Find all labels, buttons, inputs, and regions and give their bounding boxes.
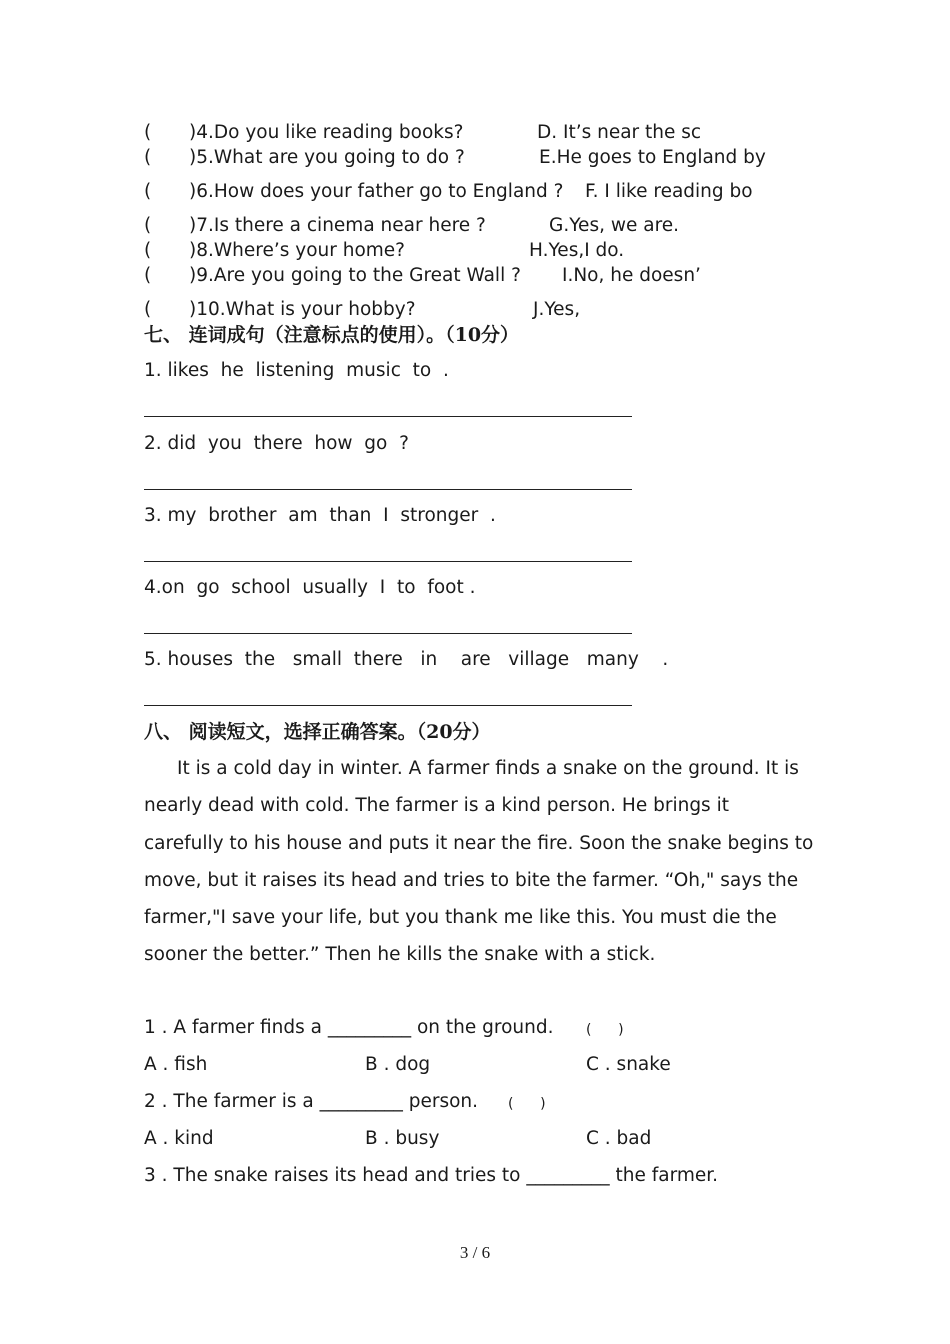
reading-passage [144,750,814,974]
match-answer: J.Yes, [533,299,581,320]
match-answer: I.No, he doesn’ [562,265,701,286]
match-answer: E.He goes to England by [539,147,766,168]
option-c: C . bad [586,1128,652,1149]
option-c: C . snake [586,1054,671,1075]
page-number: 3 / 6 [459,1243,491,1262]
answer-paren[interactable]: ( ) [586,1022,624,1038]
option-a: A . fish [144,1054,208,1075]
answer-paren[interactable]: ( ) [508,1096,546,1112]
paren: ( [144,265,152,286]
option-b: B . busy [365,1128,440,1149]
section-7-heading: 七、 连词成句（注意标点的使用）。（10分） [144,324,520,346]
paren: ( [144,122,152,143]
match-question: )9.Are you going to the Great Wall ? [189,265,521,286]
match-answer: F. I like reading bo [585,181,753,202]
paren: ( [144,181,152,202]
paren: ( [144,240,152,261]
sentence-item: 3. my brother am than I stronger . [144,505,496,526]
match-answer: D. It’s near the sc [537,122,702,143]
answer-line[interactable] [144,705,632,706]
match-answer: H.Yes,I do. [529,240,625,261]
passage-text: It is a cold day in winter. A farmer finds a snake on the ground. It is nearly dead with cold. The farmer is a kind person. He brings it carefully to his house and puts it near the fire. Soon the snake begins to move, but it raises its head and tries to bite the farmer. “Oh," says the farmer,"I save your life, but you thank me like this. You must die the sooner the better.” Then he kills the snake with a stick. [144,758,814,966]
sentence-item: 4.on go school usually I to foot . [144,577,476,598]
match-question: )7.Is there a cinema near here ? [189,215,486,236]
question-2: 2 . The farmer is a _________ person. [144,1091,479,1112]
answer-line[interactable] [144,416,632,417]
sentence-item: 2. did you there how go ? [144,433,409,454]
match-question: )8.Where’s your home? [189,240,405,261]
sentence-item: 5. houses the small there in are village many . [144,649,669,670]
paren: ( [144,215,152,236]
match-answer: G.Yes, we are. [549,215,680,236]
paren: ( [144,299,152,320]
match-question: )5.What are you going to do ? [189,147,465,168]
match-question: )10.What is your hobby? [189,299,416,320]
option-b: B . dog [365,1054,431,1075]
sentence-item: 1. likes he listening music to . [144,360,449,381]
match-question: )4.Do you like reading books? [189,122,464,143]
answer-line[interactable] [144,633,632,634]
question-3: 3 . The snake raises its head and tries to _________ the farmer. [144,1165,719,1186]
answer-line[interactable] [144,489,632,490]
section-8-heading: 八、 阅读短文，选择正确答案。（20分） [144,721,491,743]
question-1: 1 . A farmer finds a _________ on the ground. [144,1017,554,1038]
paren: ( [144,147,152,168]
match-question: )6.How does your father go to England ? [189,181,564,202]
answer-line[interactable] [144,561,632,562]
option-a: A . kind [144,1128,214,1149]
